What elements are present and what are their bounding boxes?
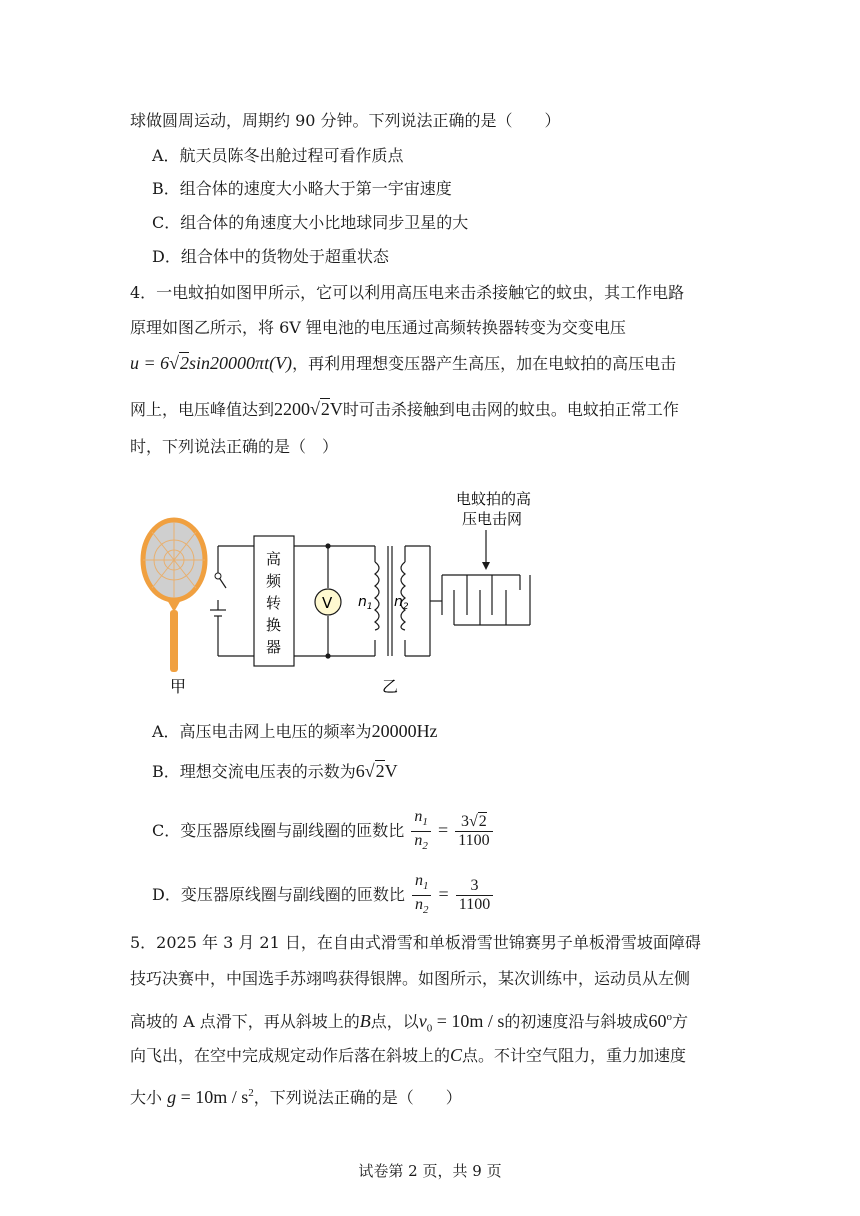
q4-line-4: 网上，电压峰值达到2200√2V时可击杀接触到电击网的蚊虫。电蚊拍正常工作 (130, 399, 679, 419)
q3-option-b: B．组合体的速度大小略大于第一宇宙速度 (152, 179, 452, 198)
q3-option-c: C．组合体的角速度大小比地球同步卫星的大 (152, 213, 469, 232)
net-label-line-1: 电蚊拍的高 (456, 490, 532, 508)
figure-caption-yi: 乙 (382, 677, 399, 696)
svg-text:n2: $n_2$ (394, 594, 409, 612)
q3-stem-tail: 球做圆周运动，周期约 90 分钟。下列说法正确的是（ ） (130, 111, 561, 130)
converter-char-1: 高 (266, 550, 282, 568)
mosquito-racket-image (143, 520, 205, 672)
q4-option-b: B．理想交流电压表的示数为6√2V (152, 761, 398, 781)
q3-option-d: D．组合体中的货物处于超重状态 (152, 247, 389, 266)
n2-label: n (394, 594, 403, 610)
q4-peak-voltage: 2200√2V (274, 399, 343, 419)
converter-char-5: 器 (266, 638, 282, 656)
q4-option-a: A．高压电击网上电压的频率为20000Hz (152, 721, 438, 741)
converter-char-4: 换 (266, 616, 282, 634)
arrow-down-icon (482, 562, 490, 570)
q5-line-5: 大小 $g = 10m / s^2$，下列说法正确的是（ ） (130, 1087, 462, 1107)
q4-option-d: D．变压器原线圈与副线圈的匝数比 $\frac{n_1}{n_2}$ = $\frac{3}{1100}$ (152, 872, 495, 919)
q4-line-2: 原理如图乙所示，将 6V 锂电池的电压通过高频转换器转变为交变电压 (130, 318, 626, 337)
q4-voltage-formula: u = 6√2sin20000πt(V) (130, 353, 293, 373)
page-footer: 试卷第 2 页，共 9 页 (358, 1162, 502, 1180)
svg-text:n1: $n_1$ (358, 594, 373, 612)
q5-line-1: 5．2025 年 3 月 21 日，在自由式滑雪和单板滑雪世锦赛男子单板滑雪坡面障碍 (130, 933, 701, 952)
figure-caption-jia: 甲 (170, 677, 187, 696)
converter-char-2: 频 (266, 572, 282, 590)
converter-char-3: 转 (266, 594, 282, 612)
q4-circuit-figure (130, 480, 590, 700)
q5-line-3: 高坡的 A 点滑下，再从斜坡上的B点，以$v_0 = 10m / s$的初速度沿与斜坡成60$^o$方 (130, 1011, 688, 1035)
q4-line-1: 4．一电蚊拍如图甲所示，它可以利用高压电来击杀接触它的蚊虫，其工作电路 (130, 283, 685, 302)
q5-line-4: 向飞出，在空中完成规定动作后落在斜坡上的C点。不计空气阻力，重力加速度 (130, 1045, 687, 1065)
q5-line-2: 技巧决赛中，中国选手苏翊鸣获得银牌。如图所示，某次训练中，运动员从左侧 (130, 969, 691, 988)
q4-option-c: C．变压器原线圈与副线圈的匝数比 $\frac{n_1}{n_2}$ = $\frac{3√2}{1100}$ (152, 808, 495, 855)
voltmeter-label: V (322, 594, 333, 612)
q3-option-a: A．航天员陈冬出舱过程可看作质点 (152, 146, 404, 165)
q4-line-3: u = 6√2sin20000πt(V)，再利用理想变压器产生高压，加在电蚊拍的高压电击 (130, 353, 677, 373)
net-label-line-2: 压电击网 (462, 510, 523, 528)
primary-coil (375, 562, 379, 630)
q4-line-5: 时，下列说法正确的是（ ） (130, 437, 339, 456)
n1-label: n (358, 594, 367, 610)
